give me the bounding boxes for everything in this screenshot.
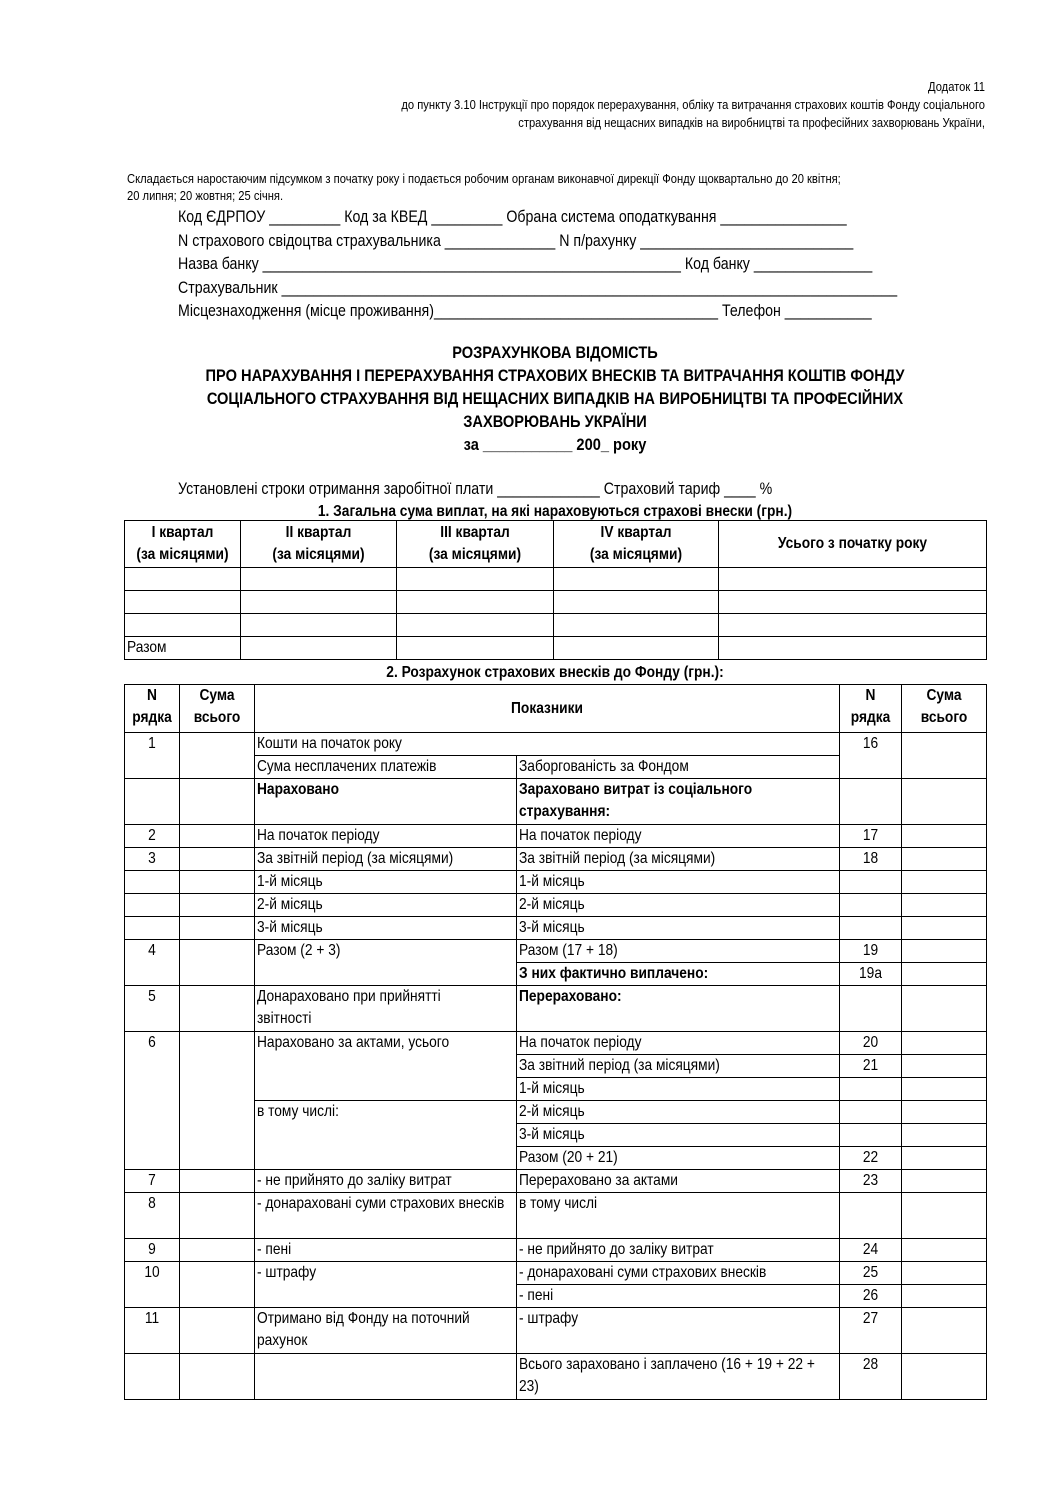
table-row: 3-й місяць xyxy=(125,1124,987,1147)
indicator-cell: Заборгованість за Фондом xyxy=(517,756,840,779)
table-row: в тому числі: 2-й місяць xyxy=(125,1101,987,1124)
total-label: Разом xyxy=(125,637,241,660)
header-q3: ІІІ квартал (за місяцями) xyxy=(397,521,554,568)
submission-note xyxy=(127,170,1060,204)
annex-reference-line-1: до пункту 3.10 Інструкції про порядок перерахування, обліку та витрачання страхових коштів Фонду соціального xyxy=(401,97,985,112)
table-row: 3 За звітній період (за місяцями) За звітній період (за місяцями) 18 xyxy=(125,848,987,871)
submission-note-line-2: 20 липня; 20 жовтня; 25 січня. xyxy=(127,188,284,203)
sum-cell[interactable] xyxy=(902,733,987,779)
indicator-cell: Нараховано xyxy=(255,779,517,825)
header-q1: І квартал (за місяцями) xyxy=(125,521,241,568)
salary-terms-line: Установлені строки отримання заробітної плати _____________ Страховий тариф ____ % xyxy=(178,480,773,498)
header-row-number: N рядка xyxy=(125,685,180,733)
table-row: 3-й місяць 3-й місяць xyxy=(125,917,987,940)
field-line-location: Місцезнаходження (місце проживання)____________________________________ Телефон ___________ xyxy=(178,302,872,320)
title-line-4: ЗАХВОРЮВАНЬ УКРАЇНИ xyxy=(463,412,647,431)
title-line-3: СОЦІАЛЬНОГО СТРАХУВАННЯ ВІД НЕЩАСНИХ ВИПАДКІВ НА ВИРОБНИЦТВІ ТА ПРОФЕСІЙНИХ xyxy=(206,389,904,408)
table-row: 7 - не прийнято до заліку витрат Перераховано за актами 23 xyxy=(125,1170,987,1193)
contributions-table xyxy=(124,684,987,1400)
table-row: 2-й місяць 2-й місяць xyxy=(125,894,987,917)
row-number: 1 xyxy=(125,733,180,779)
contributions-table-header xyxy=(125,685,987,733)
annex-header xyxy=(185,78,985,132)
header-row-number-right: N рядка xyxy=(840,685,902,733)
field-line-edrpou: Код ЄДРПОУ _________ Код за КВЕД _________ Обрана система оподаткування ________________ xyxy=(178,208,847,226)
field-line-certificate: N страхового свідоцтва страхувальника ______________ N п/рахунку ___________________________ xyxy=(178,231,854,250)
title-line-2: ПРО НАРАХУВАННЯ І ПЕРЕРАХУВАННЯ СТРАХОВИХ ВНЕСКІВ ТА ВИТРАЧАННЯ КОШТІВ ФОНДУ xyxy=(205,366,905,385)
table-row: 2 На початок періоду На початок періоду 17 xyxy=(125,825,987,848)
table-row xyxy=(125,614,987,637)
indicator-cell: Сума несплачених платежів xyxy=(255,756,517,779)
header-sum: Сума всього xyxy=(180,685,255,733)
table-row: За звітний період (за місяцями) 21 xyxy=(125,1055,987,1078)
total-row xyxy=(125,637,987,660)
table-row: 5 Донараховано при прийнятті звітності Перераховано: xyxy=(125,986,987,1032)
submission-note-line-1: Складається наростаючим підсумком з початку року і подається робочим органам виконавчої дирекції Фонду щоквартально до 20 квітня; xyxy=(127,171,841,186)
field-line-insurer: Страхувальник ______________________________________________________________________________ xyxy=(178,278,898,297)
field-line-bank: Назва банку _____________________________________________________ Код банку _______________ xyxy=(178,255,873,273)
table-row: 11 Отримано від Фонду на поточний рахунок - штрафу 27 xyxy=(125,1308,987,1354)
table-row: 6 Нараховано за актами, усього На початок періоду 20 xyxy=(125,1032,987,1055)
table-row: 1-й місяць 1-й місяць xyxy=(125,871,987,894)
sum-cell[interactable] xyxy=(180,733,255,779)
table-row xyxy=(125,591,987,614)
title-period: за ___________ 200_ року xyxy=(463,435,647,454)
header-indicators: Показники xyxy=(255,685,840,733)
sum-cell[interactable] xyxy=(902,779,987,825)
annex-number: Додаток 11 xyxy=(928,79,985,94)
table-row: 10 - штрафу - донараховані суми страхових внесків 25 xyxy=(125,1262,987,1285)
header-q4: IV квартал (за місяцями) xyxy=(554,521,719,568)
table-row xyxy=(125,568,987,591)
table-row xyxy=(125,733,987,756)
header-sum-right: Сума всього xyxy=(902,685,987,733)
sum-cell[interactable] xyxy=(180,779,255,825)
indicator-cell: Зараховано витрат із соціального страхування: xyxy=(517,779,840,825)
payments-table-header xyxy=(125,521,987,568)
table-row: 9 - пені - не прийнято до заліку витрат 24 xyxy=(125,1239,987,1262)
identification-fields xyxy=(178,206,1060,324)
table-row: Всього зараховано і заплачено (16 + 19 + 22 + 23) 28 xyxy=(125,1354,987,1400)
row-number: 16 xyxy=(840,733,902,779)
annex-reference-line-2: страхування від нещасних випадків на виробництві та професійних захворювань України, xyxy=(518,115,985,130)
section-2-title: 2. Розрахунок страхових внесків до Фонду (грн.): xyxy=(386,664,724,681)
section-1-title: 1. Загальна сума виплат, на які нараховуються страхові внески (грн.) xyxy=(317,503,793,520)
payments-table xyxy=(124,520,987,660)
table-row: 1-й місяць xyxy=(125,1078,987,1101)
table-row: - пені 26 xyxy=(125,1285,987,1308)
indicator-cell: Кошти на початок року xyxy=(255,733,840,756)
header-q2: ІІ квартал (за місяцями) xyxy=(241,521,397,568)
table-row xyxy=(125,779,987,825)
header-total: Усього з початку року xyxy=(719,521,987,568)
document-title xyxy=(120,341,990,456)
table-row: 8 - донараховані суми страхових внесків в тому числі xyxy=(125,1193,987,1239)
table-row: З них фактично виплачено: 19а xyxy=(125,963,987,986)
title-line-1: РОЗРАХУНКОВА ВІДОМІСТЬ xyxy=(452,343,658,362)
table-row: 4 Разом (2 + 3) Разом (17 + 18) 19 xyxy=(125,940,987,963)
table-row: Разом (20 + 21) 22 xyxy=(125,1147,987,1170)
